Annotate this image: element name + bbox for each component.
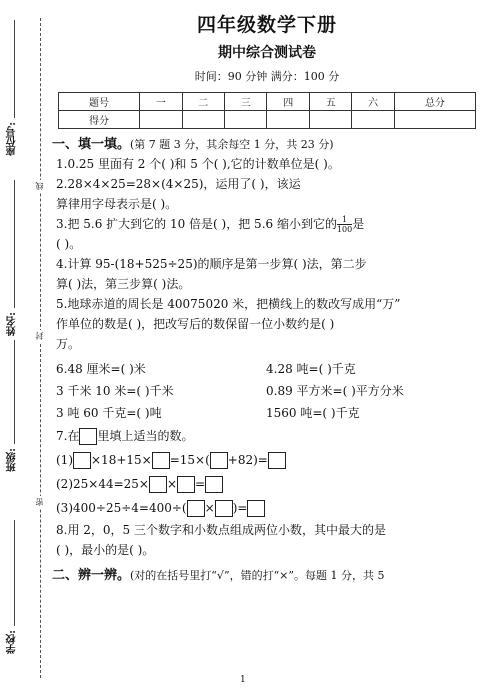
unit-conversion-item: 4.28 吨=( )千克	[266, 362, 356, 376]
answer-box[interactable]	[210, 452, 228, 469]
answer-box[interactable]	[152, 452, 170, 469]
question-8b: ( )，最小的是( )。	[56, 543, 155, 557]
score-cell[interactable]	[352, 111, 394, 129]
score-cell[interactable]	[394, 111, 475, 129]
unit-conversion-item: 3 千米 10 米=( )千米	[56, 384, 174, 398]
question-5a: 5.地球赤道的周长是 40075020 米，把横线上的数改写成用“万”	[56, 297, 401, 311]
question-5c: 万。	[56, 337, 81, 351]
question-5b: 作单位的数是( )，把改写后的数保留一位小数约是( )	[56, 317, 335, 331]
question-3c: ( )。	[56, 237, 82, 251]
class-line	[14, 340, 15, 444]
name-label: 姓名:	[7, 312, 18, 336]
exam-meta: 时间：90 分钟 满分：100 分	[194, 70, 340, 83]
fraction	[337, 215, 352, 234]
answer-box[interactable]	[205, 476, 223, 493]
question-1: 1.0.25 里面有 2 个( )和 5 个( ),它的计数单位是( )。	[56, 157, 340, 171]
section2-heading	[52, 566, 482, 585]
seal-word-line: 线	[35, 182, 44, 190]
answer-box[interactable]	[149, 476, 167, 493]
q7-3-part: )=	[232, 501, 248, 515]
fraction-numerator: 1	[337, 215, 352, 225]
section1-heading	[52, 135, 482, 154]
exam-title: 四年级数学下册	[196, 14, 337, 36]
question-3b: 是	[352, 217, 365, 231]
seat-label: 座位号:	[7, 122, 18, 156]
score-header-cell: 二	[182, 93, 224, 111]
page-number: 1	[240, 675, 246, 685]
q7-3-part: (3)400÷25÷4=400÷(	[56, 501, 187, 515]
exam-subtitle: 期中综合测试卷	[218, 45, 316, 61]
unit-conversion-item: 0.89 平方米=( )平方分米	[266, 384, 404, 398]
score-header-cell: 四	[267, 93, 309, 111]
seal-dash-line	[40, 18, 41, 678]
unit-conversion-item: 3 吨 60 千克=( )吨	[56, 406, 162, 420]
score-cell[interactable]	[267, 111, 309, 129]
question-2a: 2.28×4×25=28×(4×25)，运用了( )，该运	[56, 177, 301, 191]
question-7-2	[56, 472, 482, 496]
score-cell[interactable]	[140, 111, 182, 129]
q7-2-part: ×	[166, 477, 178, 491]
q7-3-part: ×	[204, 501, 215, 515]
score-table-score-row	[59, 111, 476, 129]
score-table-header-row	[59, 93, 476, 111]
school-line	[14, 520, 15, 626]
score-header-cell: 三	[225, 93, 267, 111]
unit-conversion-item: 6.48 厘米=( )米	[56, 362, 146, 376]
answer-box-icon	[79, 428, 97, 445]
score-header-cell: 题号	[59, 93, 140, 111]
school-label: 学校:	[7, 630, 18, 654]
question-8a: 8.用 2，0，5 三个数字和小数点组成两位小数，其中最大的是	[56, 523, 386, 537]
q7-1-part: +82)=	[227, 453, 268, 467]
section1-title: 一、填一填。	[52, 137, 131, 152]
question-3a: 3.把 5.6 扩大到它的 10 倍是( )，把 5.6 缩小到它的	[56, 217, 337, 231]
score-header-cell: 六	[352, 93, 394, 111]
question-7	[56, 424, 482, 448]
answer-box[interactable]	[215, 500, 233, 517]
section1-note: (第 7 题 3 分，其余每空 1 分，共 23 分)	[130, 138, 334, 151]
score-table	[58, 92, 476, 129]
answer-box[interactable]	[73, 452, 91, 469]
q7-1-part: =15×(	[169, 453, 210, 467]
answer-box[interactable]	[177, 476, 195, 493]
seal-word-secret: 密	[35, 498, 44, 506]
binding-margin	[0, 0, 46, 689]
score-row-label: 得分	[59, 111, 140, 129]
score-header-cell: 总分	[394, 93, 475, 111]
question-6-row	[56, 402, 482, 424]
question-7-text-b: 里填上适当的数。	[97, 429, 194, 443]
fraction-denominator: 100	[336, 225, 353, 234]
class-label: 班级:	[7, 448, 18, 472]
question-7-3	[56, 496, 482, 520]
unit-conversion-item: 1560 吨=( )千克	[266, 406, 360, 420]
question-3	[56, 214, 482, 234]
question-7-text: 7.在	[56, 429, 80, 443]
answer-box[interactable]	[268, 452, 286, 469]
section2-note: (对的在括号里打“√”，错的打“×”。每题 1 分，共 5	[130, 569, 385, 582]
score-header-cell: 五	[309, 93, 351, 111]
q7-1-part: (1)	[56, 453, 73, 467]
question-6-row	[56, 358, 482, 380]
q7-1-part: ×18+15×	[91, 453, 152, 467]
question-6-row	[56, 380, 482, 402]
q7-2-part: (2)25×44=25×	[56, 477, 149, 491]
question-2b: 算律用字母表示是( )。	[56, 197, 178, 211]
question-4b: 算( )法，第三步算( )法。	[56, 277, 191, 291]
question-7-1	[56, 448, 482, 472]
score-cell[interactable]	[225, 111, 267, 129]
seat-line	[14, 20, 15, 118]
score-cell[interactable]	[182, 111, 224, 129]
exam-body	[52, 0, 482, 585]
score-header-cell: 一	[140, 93, 182, 111]
answer-box[interactable]	[187, 500, 205, 517]
section2-title: 二、辨一辨。	[52, 568, 131, 583]
seal-word-seal: 封	[35, 332, 44, 340]
name-line	[14, 180, 15, 308]
answer-box[interactable]	[247, 500, 265, 517]
q7-2-part: =	[195, 477, 206, 491]
question-4a: 4.计算 95-(18+525÷25)的顺序是第一步算( )法，第二步	[56, 257, 367, 271]
score-cell[interactable]	[309, 111, 351, 129]
